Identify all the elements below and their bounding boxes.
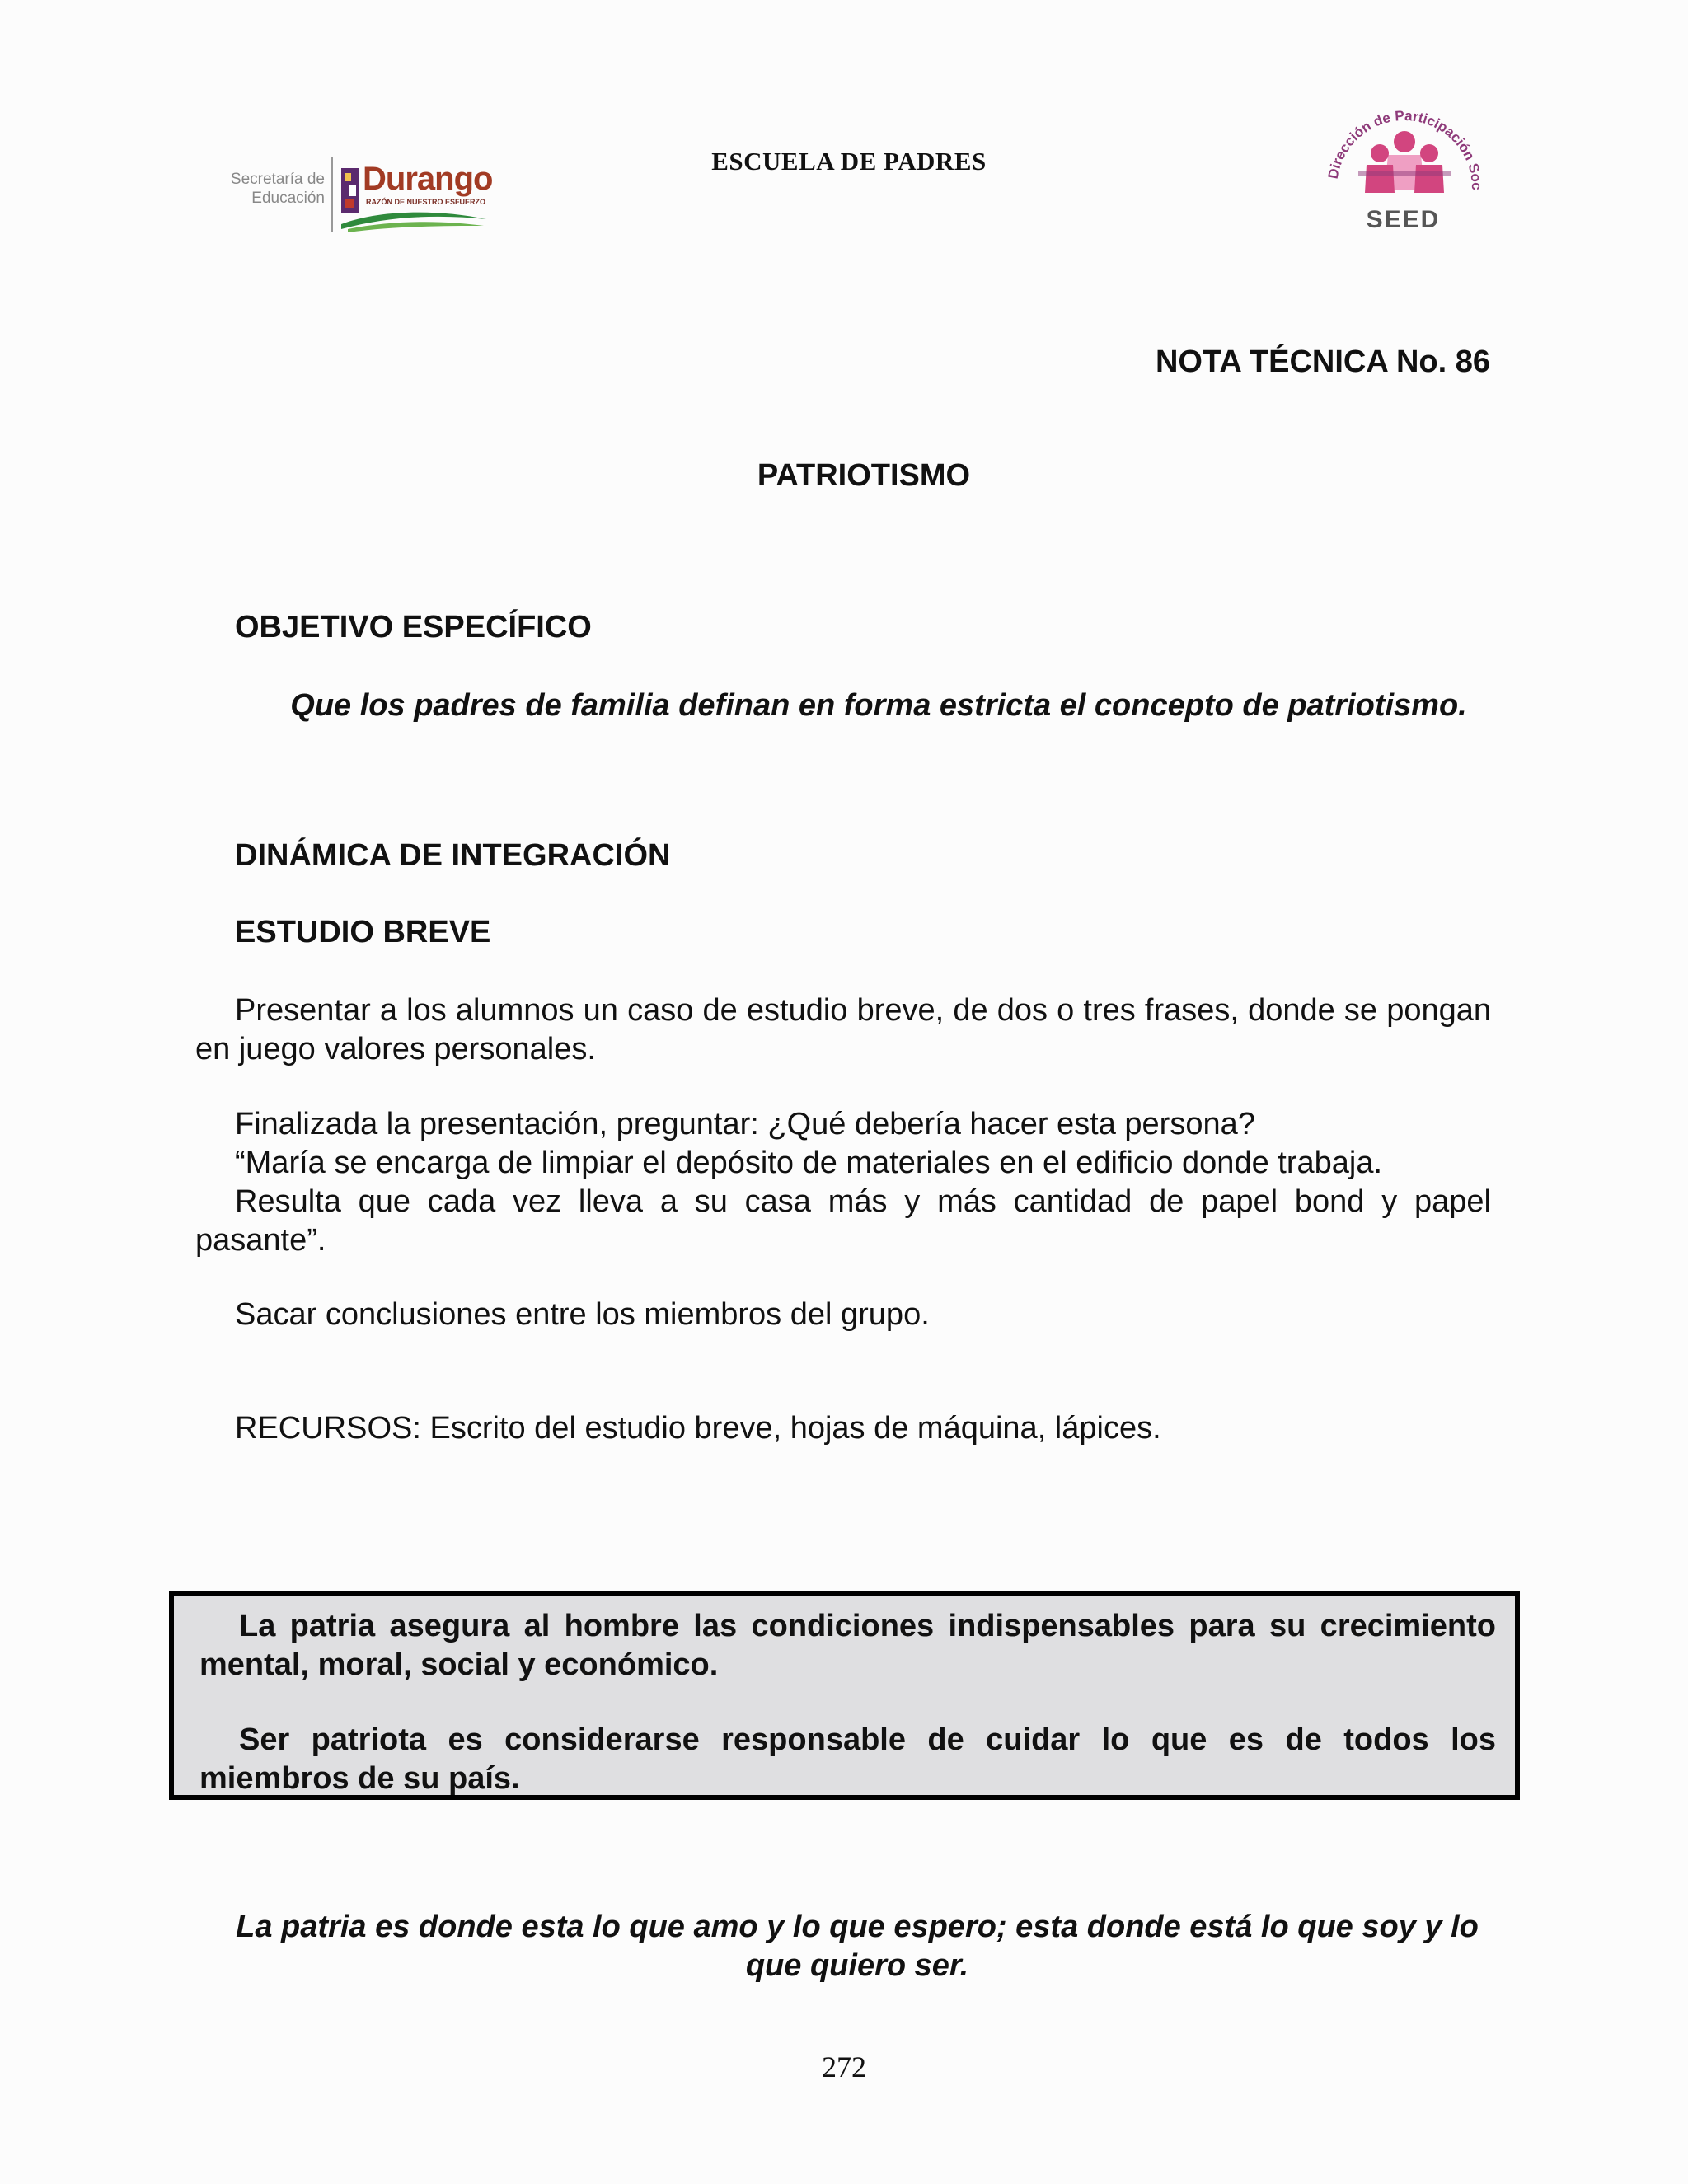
paragraph-presentar: Presentar a los alumnos un caso de estudio breve, de dos o tres frases, donde se pongan en juego valores personales. bbox=[195, 993, 1491, 1066]
header-title: ESCUELA DE PADRES bbox=[711, 147, 987, 176]
caso-line-pregunta: Finalizada la presentación, preguntar: ¿Qué debería hacer esta persona? bbox=[235, 1107, 1255, 1141]
paragraph-conclusiones: Sacar conclusiones entre los miembros del grupo. bbox=[235, 1297, 930, 1332]
durango-motto: RAZÓN DE NUESTRO ESFUERZO bbox=[366, 198, 486, 206]
objetivo-heading: OBJETIVO ESPECÍFICO bbox=[235, 610, 592, 644]
paragraph-recursos: RECURSOS: Escrito del estudio breve, hojas de máquina, lápices. bbox=[235, 1411, 1161, 1446]
estudio-breve-heading: ESTUDIO BREVE bbox=[235, 915, 491, 949]
objetivo-text: Que los padres de familia definan en forma estricta el concepto de patriotismo. bbox=[290, 688, 1467, 723]
paragraph-caso bbox=[195, 1105, 1491, 1260]
box-paragraph-patria: La patria asegura al hombre las condiciones indispensables para su crecimiento mental, moral, social y económico. bbox=[199, 1609, 1496, 1682]
seed-emblem bbox=[1319, 91, 1488, 210]
people-figures-icon bbox=[1358, 131, 1451, 193]
seed-acronym: SEED bbox=[1366, 206, 1441, 233]
closing-quote: La patria es donde esta lo que amo y lo que espero; esta donde está lo que soy y lo que quiero ser. bbox=[236, 1910, 1479, 1983]
box-paragraph-patriota: Ser patriota es considerarse responsable de cuidar lo que es de todos los miembros de su país. bbox=[199, 1722, 1496, 1796]
nota-tecnica-number: NOTA TÉCNICA No. 86 bbox=[1155, 344, 1490, 379]
highlight-box bbox=[169, 1591, 1520, 1800]
secretaria-line2: Educación bbox=[251, 190, 325, 207]
durango-wordmark: Durango bbox=[363, 161, 493, 197]
page-title: PATRIOTISMO bbox=[757, 458, 971, 493]
svg-text:Dirección de Participación Soc: Dirección de Participación Soc bbox=[1325, 107, 1485, 190]
page-number: 272 bbox=[822, 2050, 866, 2083]
secretaria-line1: Secretaría de bbox=[230, 171, 325, 188]
caso-line-resulta: Resulta que cada vez lleva a su casa más y más cantidad de papel bond y papel pasante”. bbox=[195, 1184, 1491, 1258]
seed-logo bbox=[1319, 91, 1492, 239]
dinamica-heading: DINÁMICA DE INTEGRACIÓN bbox=[235, 838, 671, 873]
durango-swoosh bbox=[340, 204, 488, 232]
caso-line-maria: “María se encarga de limpiar el depósito de materiales en el edificio donde trabaja. bbox=[235, 1146, 1383, 1180]
